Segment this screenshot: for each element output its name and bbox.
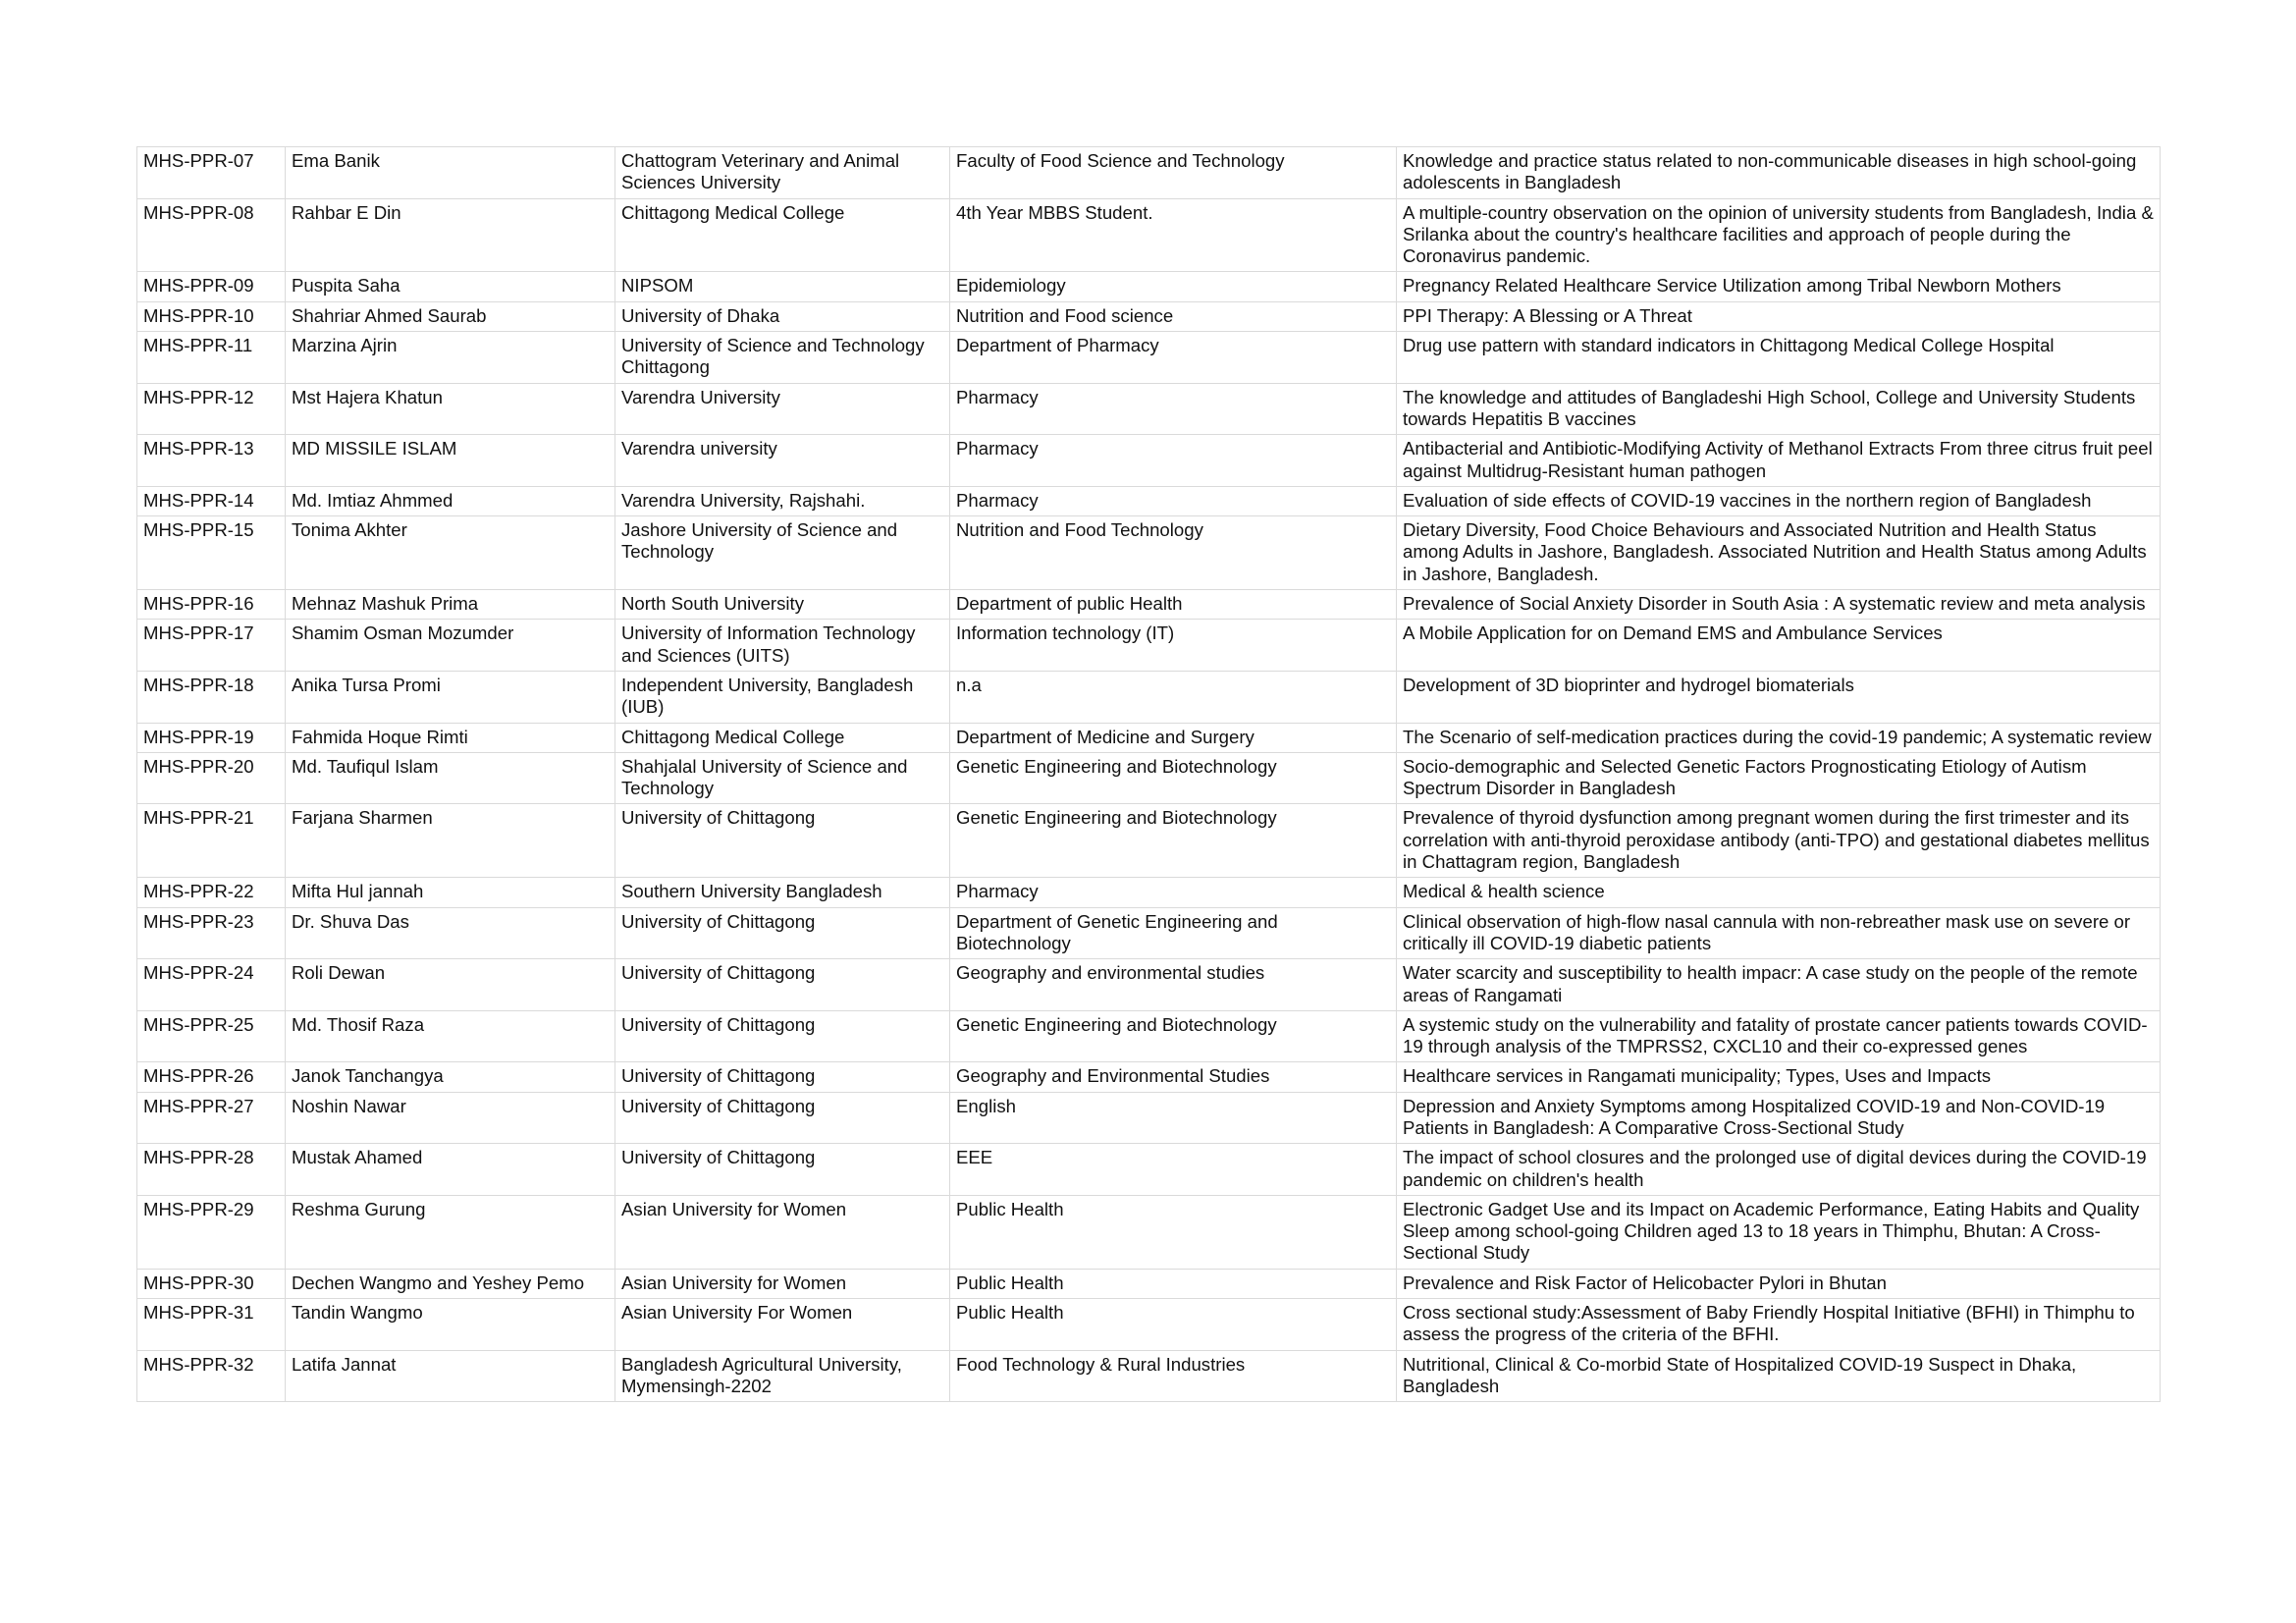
department-cell: Department of public Health: [950, 590, 1397, 620]
department-cell: Pharmacy: [950, 435, 1397, 487]
institution-cell: Bangladesh Agricultural University, Mymensingh-2202: [615, 1350, 950, 1402]
paper-title-cell: Antibacterial and Antibiotic-Modifying Activity of Methanol Extracts From three citrus fruit peel against Multidrug-Resistant human pathogen: [1397, 435, 2161, 487]
department-cell: Information technology (IT): [950, 620, 1397, 672]
paper-id-cell: MHS-PPR-27: [137, 1092, 286, 1144]
table-row: [137, 1269, 2161, 1298]
department-cell: Nutrition and Food science: [950, 301, 1397, 331]
paper-id-cell: MHS-PPR-24: [137, 959, 286, 1011]
department-cell: EEE: [950, 1144, 1397, 1196]
institution-cell: Shahjalal University of Science and Technology: [615, 752, 950, 804]
paper-title-cell: Pregnancy Related Healthcare Service Utilization among Tribal Newborn Mothers: [1397, 272, 2161, 301]
paper-id-cell: MHS-PPR-30: [137, 1269, 286, 1298]
department-cell: Food Technology & Rural Industries: [950, 1350, 1397, 1402]
institution-cell: Chittagong Medical College: [615, 723, 950, 752]
department-cell: English: [950, 1092, 1397, 1144]
institution-cell: Asian University For Women: [615, 1299, 950, 1351]
author-name-cell: Farjana Sharmen: [286, 804, 615, 878]
table-row: [137, 1010, 2161, 1062]
table-row: [137, 1195, 2161, 1269]
table-row: [137, 1299, 2161, 1351]
institution-cell: Varendra University: [615, 383, 950, 435]
author-name-cell: Md. Thosif Raza: [286, 1010, 615, 1062]
paper-id-cell: MHS-PPR-21: [137, 804, 286, 878]
author-name-cell: Md. Imtiaz Ahmmed: [286, 486, 615, 515]
department-cell: Public Health: [950, 1299, 1397, 1351]
institution-cell: Asian University for Women: [615, 1195, 950, 1269]
paper-id-cell: MHS-PPR-29: [137, 1195, 286, 1269]
paper-title-cell: Prevalence of Social Anxiety Disorder in South Asia : A systematic review and meta analysis: [1397, 590, 2161, 620]
table-row: [137, 1144, 2161, 1196]
paper-title-cell: PPI Therapy: A Blessing or A Threat: [1397, 301, 2161, 331]
paper-title-cell: Nutritional, Clinical & Co-morbid State of Hospitalized COVID-19 Suspect in Dhaka, Bangladesh: [1397, 1350, 2161, 1402]
author-name-cell: Shahriar Ahmed Saurab: [286, 301, 615, 331]
paper-title-cell: Prevalence and Risk Factor of Helicobacter Pylori in Bhutan: [1397, 1269, 2161, 1298]
paper-id-cell: MHS-PPR-10: [137, 301, 286, 331]
institution-cell: Southern University Bangladesh: [615, 878, 950, 907]
paper-title-cell: Clinical observation of high-flow nasal cannula with non-rebreather mask use on severe or critically ill COVID-19 diabetic patients: [1397, 907, 2161, 959]
table-row: [137, 147, 2161, 199]
institution-cell: University of Chittagong: [615, 1092, 950, 1144]
department-cell: Department of Medicine and Surgery: [950, 723, 1397, 752]
paper-id-cell: MHS-PPR-25: [137, 1010, 286, 1062]
department-cell: Faculty of Food Science and Technology: [950, 147, 1397, 199]
author-name-cell: Fahmida Hoque Rimti: [286, 723, 615, 752]
paper-id-cell: MHS-PPR-15: [137, 516, 286, 590]
paper-title-cell: Dietary Diversity, Food Choice Behaviours and Associated Nutrition and Health Status among Adults in Jashore, Bangladesh. Associated Nutrition and Health Status among Adults in Jashore, Bangladesh.: [1397, 516, 2161, 590]
paper-title-cell: The knowledge and attitudes of Bangladeshi High School, College and University Students towards Hepatitis B vaccines: [1397, 383, 2161, 435]
paper-title-cell: A multiple-country observation on the opinion of university students from Bangladesh, India & Srilanka about the country's healthcare facilities and approach of people during the Coronavirus pandemic.: [1397, 198, 2161, 272]
author-name-cell: Mustak Ahamed: [286, 1144, 615, 1196]
author-name-cell: Roli Dewan: [286, 959, 615, 1011]
table-row: [137, 752, 2161, 804]
author-name-cell: Mifta Hul jannah: [286, 878, 615, 907]
paper-title-cell: Prevalence of thyroid dysfunction among pregnant women during the first trimester and its correlation with anti-thyroid peroxidase antibody (anti-TPO) and gestational diabetes mellitus in Chattagram region, Bangladesh: [1397, 804, 2161, 878]
department-cell: Geography and Environmental Studies: [950, 1062, 1397, 1092]
institution-cell: University of Chittagong: [615, 907, 950, 959]
institution-cell: Independent University, Bangladesh (IUB): [615, 671, 950, 723]
table-row: [137, 516, 2161, 590]
author-name-cell: Tandin Wangmo: [286, 1299, 615, 1351]
author-name-cell: Mehnaz Mashuk Prima: [286, 590, 615, 620]
table-row: [137, 272, 2161, 301]
paper-title-cell: Development of 3D bioprinter and hydrogel biomaterials: [1397, 671, 2161, 723]
author-name-cell: Janok Tanchangya: [286, 1062, 615, 1092]
institution-cell: University of Information Technology and Sciences (UITS): [615, 620, 950, 672]
paper-id-cell: MHS-PPR-08: [137, 198, 286, 272]
department-cell: Department of Pharmacy: [950, 332, 1397, 384]
paper-title-cell: The impact of school closures and the prolonged use of digital devices during the COVID-19 pandemic on children's health: [1397, 1144, 2161, 1196]
table-row: [137, 332, 2161, 384]
institution-cell: University of Chittagong: [615, 804, 950, 878]
submissions-table: [136, 146, 2161, 1402]
table-row: [137, 878, 2161, 907]
paper-id-cell: MHS-PPR-13: [137, 435, 286, 487]
author-name-cell: Rahbar E Din: [286, 198, 615, 272]
table-row: [137, 435, 2161, 487]
author-name-cell: Dechen Wangmo and Yeshey Pemo: [286, 1269, 615, 1298]
paper-id-cell: MHS-PPR-18: [137, 671, 286, 723]
paper-title-cell: Electronic Gadget Use and its Impact on Academic Performance, Eating Habits and Quality Sleep among school-going Children aged 13 to 18 years in Thimphu, Bhutan: A Cross-Sectional Study: [1397, 1195, 2161, 1269]
author-name-cell: Shamim Osman Mozumder: [286, 620, 615, 672]
institution-cell: Jashore University of Science and Technology: [615, 516, 950, 590]
table-row: [137, 671, 2161, 723]
department-cell: Pharmacy: [950, 878, 1397, 907]
institution-cell: Varendra university: [615, 435, 950, 487]
author-name-cell: Dr. Shuva Das: [286, 907, 615, 959]
institution-cell: Asian University for Women: [615, 1269, 950, 1298]
author-name-cell: Md. Taufiqul Islam: [286, 752, 615, 804]
author-name-cell: Reshma Gurung: [286, 1195, 615, 1269]
institution-cell: North South University: [615, 590, 950, 620]
department-cell: Department of Genetic Engineering and Biotechnology: [950, 907, 1397, 959]
table-row: [137, 590, 2161, 620]
department-cell: Genetic Engineering and Biotechnology: [950, 752, 1397, 804]
department-cell: Genetic Engineering and Biotechnology: [950, 1010, 1397, 1062]
table-row: [137, 959, 2161, 1011]
table-row: [137, 804, 2161, 878]
paper-title-cell: Evaluation of side effects of COVID-19 vaccines in the northern region of Bangladesh: [1397, 486, 2161, 515]
paper-title-cell: A Mobile Application for on Demand EMS and Ambulance Services: [1397, 620, 2161, 672]
author-name-cell: Anika Tursa Promi: [286, 671, 615, 723]
paper-title-cell: Knowledge and practice status related to non-communicable diseases in high school-going adolescents in Bangladesh: [1397, 147, 2161, 199]
institution-cell: University of Chittagong: [615, 959, 950, 1011]
author-name-cell: Puspita Saha: [286, 272, 615, 301]
paper-title-cell: Medical & health science: [1397, 878, 2161, 907]
institution-cell: University of Dhaka: [615, 301, 950, 331]
department-cell: Pharmacy: [950, 486, 1397, 515]
paper-id-cell: MHS-PPR-19: [137, 723, 286, 752]
table-row: [137, 723, 2161, 752]
department-cell: Public Health: [950, 1195, 1397, 1269]
author-name-cell: Tonima Akhter: [286, 516, 615, 590]
paper-id-cell: MHS-PPR-09: [137, 272, 286, 301]
table-row: [137, 1062, 2161, 1092]
paper-title-cell: Water scarcity and susceptibility to health impacr: A case study on the people of the remote areas of Rangamati: [1397, 959, 2161, 1011]
table-row: [137, 301, 2161, 331]
author-name-cell: MD MISSILE ISLAM: [286, 435, 615, 487]
paper-title-cell: The Scenario of self-medication practices during the covid-19 pandemic; A systematic review: [1397, 723, 2161, 752]
author-name-cell: Marzina Ajrin: [286, 332, 615, 384]
paper-title-cell: Cross sectional study:Assessment of Baby Friendly Hospital Initiative (BFHI) in Thimphu to assess the progress of the criteria of the BFHI.: [1397, 1299, 2161, 1351]
institution-cell: Chittagong Medical College: [615, 198, 950, 272]
table-row: [137, 907, 2161, 959]
paper-id-cell: MHS-PPR-32: [137, 1350, 286, 1402]
institution-cell: University of Science and Technology Chittagong: [615, 332, 950, 384]
paper-id-cell: MHS-PPR-22: [137, 878, 286, 907]
table-row: [137, 198, 2161, 272]
paper-id-cell: MHS-PPR-07: [137, 147, 286, 199]
paper-title-cell: Socio-demographic and Selected Genetic Factors Prognosticating Etiology of Autism Spectrum Disorder in Bangladesh: [1397, 752, 2161, 804]
paper-id-cell: MHS-PPR-12: [137, 383, 286, 435]
department-cell: Geography and environmental studies: [950, 959, 1397, 1011]
paper-id-cell: MHS-PPR-20: [137, 752, 286, 804]
paper-id-cell: MHS-PPR-23: [137, 907, 286, 959]
paper-title-cell: Drug use pattern with standard indicators in Chittagong Medical College Hospital: [1397, 332, 2161, 384]
institution-cell: Chattogram Veterinary and Animal Sciences University: [615, 147, 950, 199]
department-cell: Pharmacy: [950, 383, 1397, 435]
department-cell: 4th Year MBBS Student.: [950, 198, 1397, 272]
paper-title-cell: Depression and Anxiety Symptoms among Hospitalized COVID-19 and Non-COVID-19 Patients in Bangladesh: A Comparative Cross-Sectional Study: [1397, 1092, 2161, 1144]
table-row: [137, 383, 2161, 435]
department-cell: n.a: [950, 671, 1397, 723]
paper-id-cell: MHS-PPR-16: [137, 590, 286, 620]
institution-cell: NIPSOM: [615, 272, 950, 301]
paper-id-cell: MHS-PPR-11: [137, 332, 286, 384]
institution-cell: University of Chittagong: [615, 1010, 950, 1062]
department-cell: Public Health: [950, 1269, 1397, 1298]
paper-id-cell: MHS-PPR-28: [137, 1144, 286, 1196]
author-name-cell: Ema Banik: [286, 147, 615, 199]
table-row: [137, 1092, 2161, 1144]
institution-cell: University of Chittagong: [615, 1062, 950, 1092]
author-name-cell: Noshin Nawar: [286, 1092, 615, 1144]
paper-title-cell: Healthcare services in Rangamati municipality; Types, Uses and Impacts: [1397, 1062, 2161, 1092]
author-name-cell: Latifa Jannat: [286, 1350, 615, 1402]
table-row: [137, 620, 2161, 672]
department-cell: Genetic Engineering and Biotechnology: [950, 804, 1397, 878]
paper-id-cell: MHS-PPR-17: [137, 620, 286, 672]
table-body: [137, 147, 2161, 1402]
author-name-cell: Mst Hajera Khatun: [286, 383, 615, 435]
table-row: [137, 486, 2161, 515]
institution-cell: University of Chittagong: [615, 1144, 950, 1196]
institution-cell: Varendra University, Rajshahi.: [615, 486, 950, 515]
paper-id-cell: MHS-PPR-26: [137, 1062, 286, 1092]
department-cell: Epidemiology: [950, 272, 1397, 301]
paper-id-cell: MHS-PPR-31: [137, 1299, 286, 1351]
table-row: [137, 1350, 2161, 1402]
paper-title-cell: A systemic study on the vulnerability and fatality of prostate cancer patients towards COVID-19 through analysis of the TMPRSS2, CXCL10 and their co-expressed genes: [1397, 1010, 2161, 1062]
paper-id-cell: MHS-PPR-14: [137, 486, 286, 515]
department-cell: Nutrition and Food Technology: [950, 516, 1397, 590]
